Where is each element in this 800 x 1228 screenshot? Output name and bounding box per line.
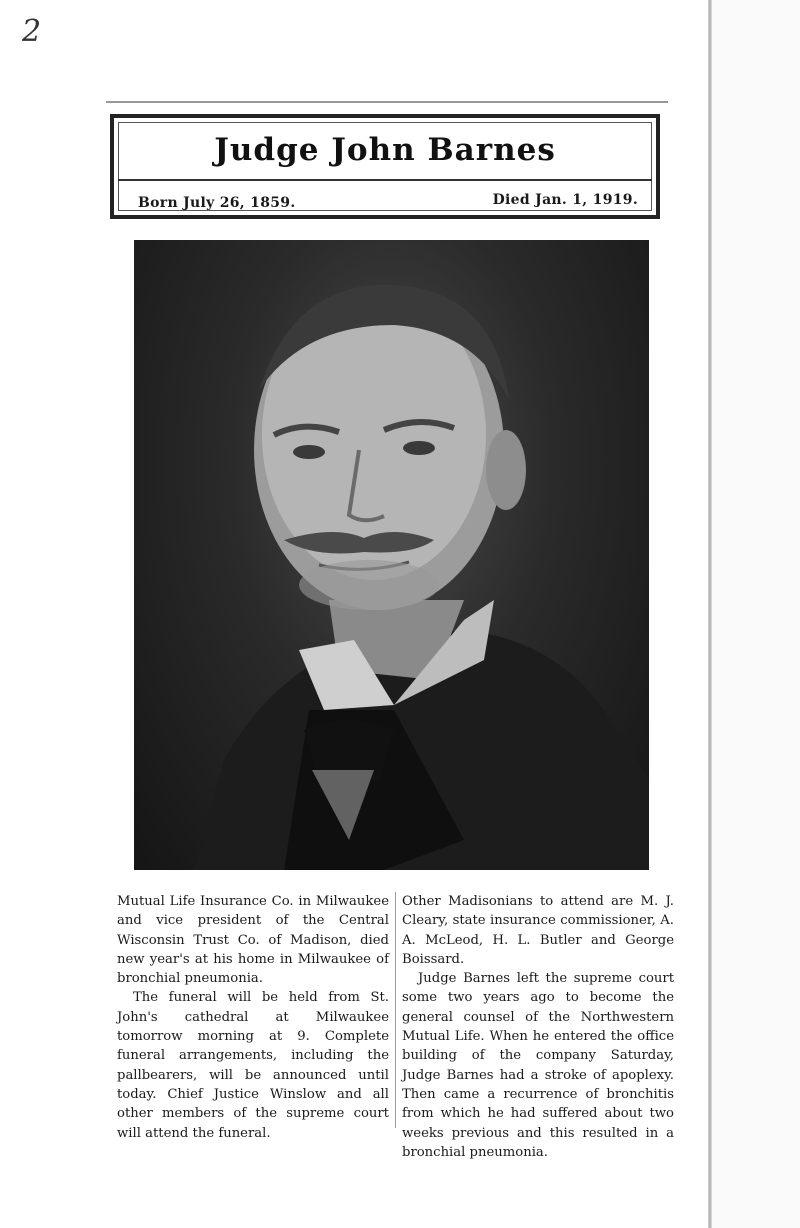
paragraph: Judge Barnes left the supreme court some two years ago to become the general counsel of the Northwestern Mutual Life. When he entered the office building of the company Saturday, Judge Barnes had a stroke of apoplexy. Then came a recurrence of bronchitis from which he had suffered about two weeks previous and this resulted in a bronchial pneumonia. [402, 971, 674, 1160]
death-date: Died Jan. 1, 1919. [492, 192, 638, 208]
title-rule [118, 179, 652, 181]
top-rule [106, 101, 668, 103]
portrait-photo [134, 240, 649, 870]
paragraph: The funeral will be held from St. John's cathedral at Milwaukee tomorrow morning at 9. Complete funeral arrangements, including the pallbearers, will be announced until today. Chief Justice Winslow and all other members of the supreme court will attend the funeral. [117, 990, 389, 1141]
page-edge [708, 0, 712, 1228]
article-right-column [402, 892, 674, 1162]
article-left-column [117, 892, 389, 1143]
paragraph: Mutual Life Insurance Co. in Milwaukee and vice president of the Central Wisconsin Trust Co. of Madison, died new year's at his home in Milwaukee of bronchial pneumonia. [117, 894, 389, 987]
birth-date: Born July 26, 1859. [138, 195, 296, 211]
obituary-header [110, 114, 660, 219]
portrait-illustration [134, 240, 649, 870]
page-number: 2 [22, 14, 42, 49]
headline: Judge John Barnes [214, 132, 556, 168]
page-edge-shade [712, 0, 800, 1228]
paragraph: Other Madisonians to attend are M. J. Cleary, state insurance commissioner, A. A. McLeod, H. L. Butler and George Boissard. [402, 894, 674, 967]
column-divider [395, 892, 396, 1128]
